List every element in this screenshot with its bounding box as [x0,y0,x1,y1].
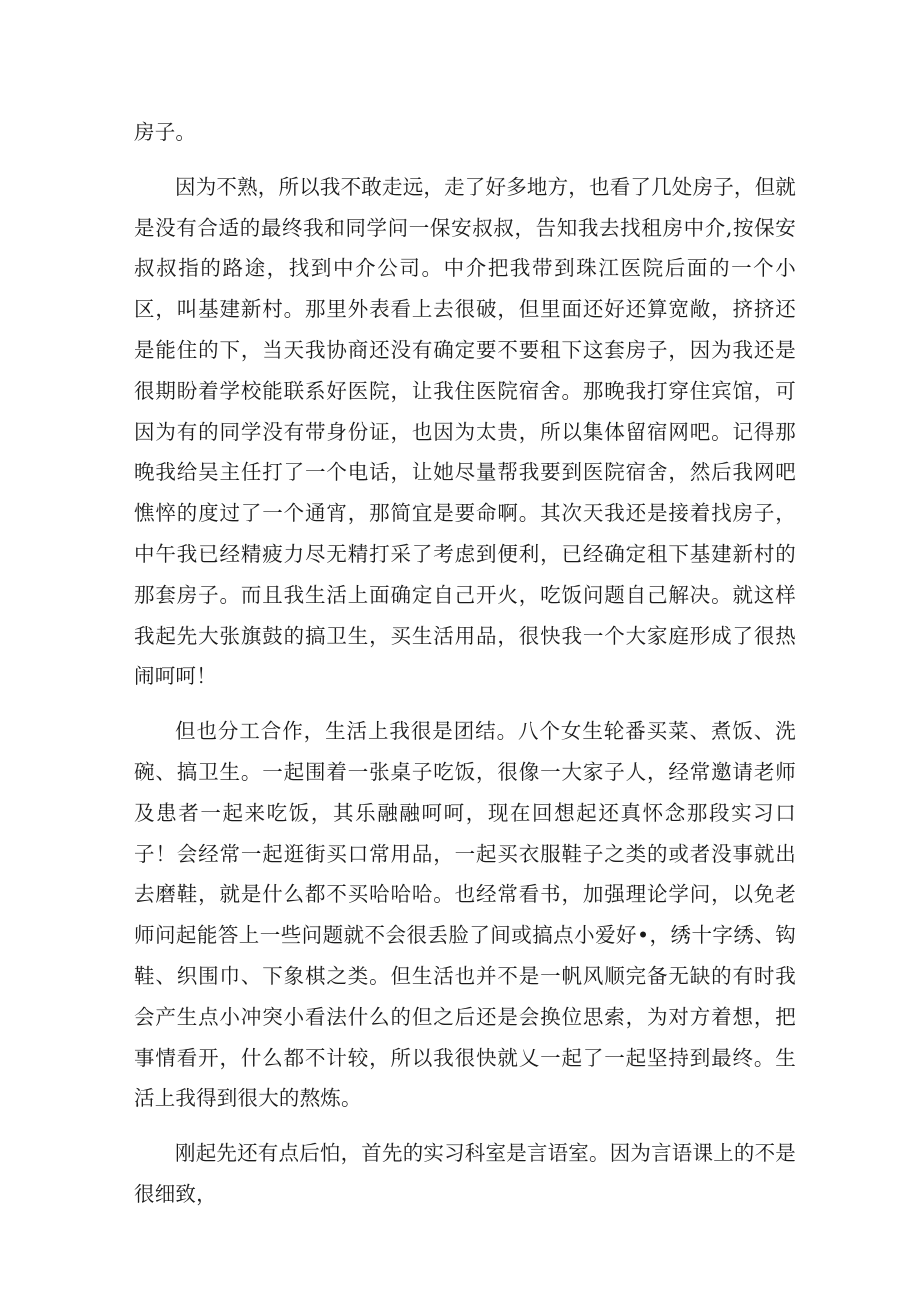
paragraph-1: 房子。 [134,120,197,144]
paragraph-2: 因为不熟，所以我不敢走远，走了好多地方，也看了几处房子，但就是没有合适的最终我和同学问一保安叔叔，告知我去找租房中介,按保安叔叔指的路途，找到中介公司。中介把我带到珠江医院后面的一个小区，叫基建新村。那里外表看上去很破，但里面还好还算宽敞，挤挤还是能住的下，当天我协商还没有确定要不要租下这套房子，因为我还是很期盼着学校能联系好医院，让我住医院宿舍。那晚我打穿住宾馆，可因为有的同学没有带身份证，也因为太贵，所以集体留宿网吧。记得那晚我给吴主任打了一个电话，让她尽量帮我要到医院宿舍，然后我网吧憔悴的度过了一个通宵，那简宜是要命啊。其次天我还是接着找房子，中午我已经精疲力尽无精打采了考虑到便利，已经确定租下基建新村的那套房子。而且我生活上面确定自己开火，吃饭问题自己解决。就这样我起先大张旗鼓的搞卫生，买生活用品，很快我一个大家庭形成了很热闹呵呵！ [134,174,796,689]
document-body [134,112,796,1215]
paragraph-4: 刚起先还有点后怕，首先的实习科室是言语室。因为言语课上的不是很细致， [134,1141,796,1206]
paragraph-3: 但也分工合作，生活上我很是团结。八个女生轮番买菜、煮饭、洗碗、搞卫生。一起围着一张桌子吃饭，很像一大家子人，经常邀请老师及患者一起来吃饭，其乐融融呵呵，现在回想起还真怀念那段实习口子！会经常一起逛街买口常用品，一起买衣服鞋子之类的或者没事就出去磨鞋，就是什么都不买哈哈哈。也经常看书，加强理论学问，以免老师问起能答上一些问题就不会很丢脸了间或搞点小爱好•，绣十字绣、钩鞋、织围巾、下象棋之类。但生活也并不是一帆风顺完备无缺的有时我会产生点小冲突小看法什么的但之后还是会换位思索，为对方着想，把事情看开，什么都不计较，所以我很快就乂一起了一起坚持到最终。生活上我得到很大的熬炼。 [134,719,796,1111]
